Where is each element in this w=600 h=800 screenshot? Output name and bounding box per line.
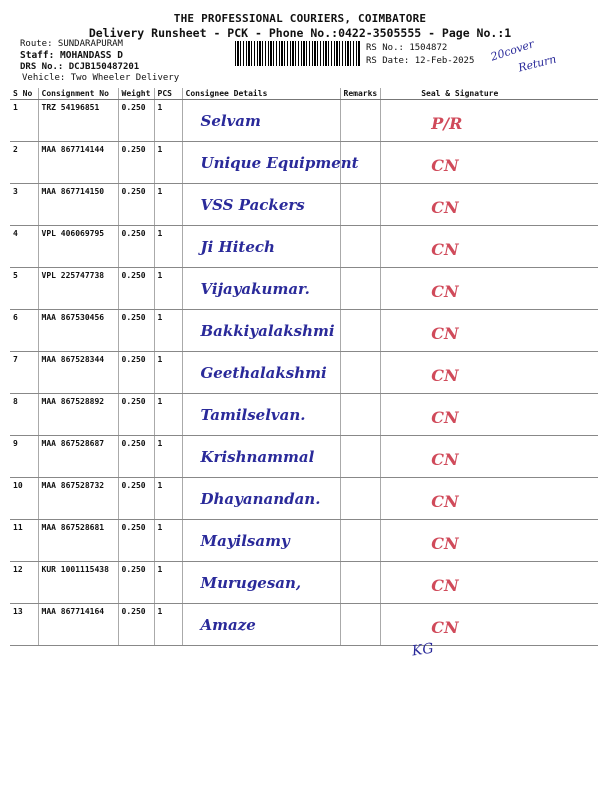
consignee-name: Bakkiyalakshmi	[200, 322, 335, 340]
cell-weight: 0.250	[118, 478, 154, 520]
col-consignment: Consignment No	[38, 88, 118, 100]
consignee-name: Geethalakshmi	[200, 364, 327, 382]
cell-weight: 0.250	[118, 226, 154, 268]
cell-consignee	[182, 268, 340, 310]
table-row	[10, 604, 598, 646]
cell-weight: 0.250	[118, 394, 154, 436]
drs-label: DRS No.: DCJB150487201	[20, 62, 140, 72]
table-row	[10, 310, 598, 352]
delivery-table	[10, 88, 598, 646]
cell-sno: 9	[10, 436, 38, 478]
staff-label: Staff: MOHANDASS D	[20, 50, 123, 61]
table-row	[10, 352, 598, 394]
cell-consignee	[182, 436, 340, 478]
col-remarks: Remarks	[340, 88, 381, 100]
cell-seal-signature	[381, 394, 598, 436]
consignee-name: Dhayanandan.	[200, 490, 321, 508]
cell-pcs: 1	[154, 268, 182, 310]
cell-consignment-no: MAA 867714144	[38, 142, 118, 184]
footer-signature: KG	[410, 640, 435, 660]
table-row	[10, 226, 598, 268]
table-row	[10, 394, 598, 436]
seal-mark: CN	[431, 450, 459, 469]
cell-consignment-no: MAA 867528892	[38, 394, 118, 436]
cell-consignee	[182, 226, 340, 268]
cell-consignee	[182, 184, 340, 226]
cell-consignee	[182, 100, 340, 142]
seal-mark: CN	[431, 240, 459, 259]
cell-seal-signature	[381, 604, 598, 646]
cell-pcs: 1	[154, 184, 182, 226]
cell-sno: 13	[10, 604, 38, 646]
cell-sno: 10	[10, 478, 38, 520]
cell-sno: 4	[10, 226, 38, 268]
company-title: THE PROFESSIONAL COURIERS, COIMBATORE	[173, 12, 427, 25]
vehicle-label: Vehicle: Two Wheeler Delivery	[22, 73, 180, 83]
cell-weight: 0.250	[118, 436, 154, 478]
cell-remarks	[340, 226, 381, 268]
cell-consignment-no: KUR 1001115438	[38, 562, 118, 604]
cell-remarks	[340, 520, 381, 562]
consignee-name: Tamilselvan.	[200, 406, 306, 424]
seal-mark: P/R	[431, 114, 463, 133]
rs-number: RS No.: 1504872	[366, 43, 448, 53]
cell-weight: 0.250	[118, 100, 154, 142]
cell-weight: 0.250	[118, 142, 154, 184]
cell-pcs: 1	[154, 394, 182, 436]
col-consignee: Consignee Details	[182, 88, 340, 100]
table-row	[10, 436, 598, 478]
table-row	[10, 520, 598, 562]
cell-pcs: 1	[154, 142, 182, 184]
cell-seal-signature	[381, 520, 598, 562]
cell-seal-signature	[381, 100, 598, 142]
seal-mark: CN	[431, 534, 459, 553]
cell-pcs: 1	[154, 562, 182, 604]
cell-consignment-no: TRZ 54196851	[38, 100, 118, 142]
consignee-name: Krishnammal	[200, 448, 315, 466]
cell-sno: 11	[10, 520, 38, 562]
table-row	[10, 478, 598, 520]
table-row	[10, 142, 598, 184]
cell-pcs: 1	[154, 352, 182, 394]
cell-sno: 8	[10, 394, 38, 436]
cell-weight: 0.250	[118, 352, 154, 394]
cell-consignment-no: MAA 867530456	[38, 310, 118, 352]
route-label: Route: SUNDARAPURAM	[20, 39, 123, 49]
cell-seal-signature	[381, 436, 598, 478]
col-seal: Seal & Signature	[381, 88, 598, 100]
cell-seal-signature	[381, 268, 598, 310]
cell-remarks	[340, 142, 381, 184]
cell-consignment-no: MAA 867714164	[38, 604, 118, 646]
seal-mark: CN	[431, 492, 459, 511]
table-header-row	[10, 88, 598, 100]
cell-remarks	[340, 268, 381, 310]
cell-weight: 0.250	[118, 310, 154, 352]
handwritten-note-count: 20cover	[489, 37, 536, 64]
cell-weight: 0.250	[118, 184, 154, 226]
cell-seal-signature	[381, 352, 598, 394]
table-row	[10, 184, 598, 226]
cell-seal-signature	[381, 184, 598, 226]
seal-mark: CN	[431, 366, 459, 385]
cell-consignee	[182, 520, 340, 562]
cell-pcs: 1	[154, 478, 182, 520]
barcode	[235, 41, 360, 66]
col-pcs: PCS	[154, 88, 182, 100]
handwritten-note-return: Return	[517, 52, 558, 75]
cell-remarks	[340, 436, 381, 478]
cell-consignment-no: MAA 867528344	[38, 352, 118, 394]
consignee-name: Unique Equipment	[200, 154, 359, 172]
cell-seal-signature	[381, 562, 598, 604]
cell-sno: 5	[10, 268, 38, 310]
cell-sno: 7	[10, 352, 38, 394]
rs-date: RS Date: 12-Feb-2025	[366, 56, 475, 66]
cell-pcs: 1	[154, 226, 182, 268]
cell-remarks	[340, 604, 381, 646]
cell-pcs: 1	[154, 604, 182, 646]
consignee-name: Murugesan,	[200, 574, 302, 592]
cell-consignee	[182, 310, 340, 352]
consignee-name: Mayilsamy	[200, 532, 290, 550]
cell-consignee	[182, 604, 340, 646]
cell-seal-signature	[381, 478, 598, 520]
cell-sno: 2	[10, 142, 38, 184]
consignee-name: Vijayakumar.	[200, 280, 310, 298]
seal-mark: CN	[431, 156, 459, 175]
table-row	[10, 268, 598, 310]
cell-seal-signature	[381, 310, 598, 352]
cell-weight: 0.250	[118, 604, 154, 646]
cell-remarks	[340, 310, 381, 352]
cell-seal-signature	[381, 226, 598, 268]
cell-sno: 3	[10, 184, 38, 226]
cell-weight: 0.250	[118, 520, 154, 562]
cell-remarks	[340, 394, 381, 436]
seal-mark: CN	[431, 576, 459, 595]
consignee-name: VSS Packers	[200, 196, 305, 214]
cell-remarks	[340, 100, 381, 142]
seal-mark: CN	[431, 618, 459, 637]
cell-pcs: 1	[154, 520, 182, 562]
cell-sno: 1	[10, 100, 38, 142]
cell-consignee	[182, 142, 359, 184]
cell-consignee	[182, 394, 340, 436]
cell-pcs: 1	[154, 100, 182, 142]
cell-remarks	[340, 562, 381, 604]
cell-consignment-no: MAA 867528681	[38, 520, 118, 562]
cell-remarks	[340, 478, 381, 520]
cell-remarks	[340, 184, 381, 226]
table-row	[10, 100, 598, 142]
cell-weight: 0.250	[118, 562, 154, 604]
cell-consignee	[182, 478, 340, 520]
consignee-name: Amaze	[200, 616, 256, 634]
cell-seal-signature	[381, 142, 598, 184]
cell-pcs: 1	[154, 436, 182, 478]
seal-mark: CN	[431, 408, 459, 427]
col-sno: S No	[10, 88, 38, 100]
cell-consignment-no: MAA 867528687	[38, 436, 118, 478]
cell-consignment-no: MAA 867714150	[38, 184, 118, 226]
cell-consignment-no: VPL 225747738	[38, 268, 118, 310]
cell-pcs: 1	[154, 310, 182, 352]
cell-consignee	[182, 352, 340, 394]
table-row	[10, 562, 598, 604]
cell-consignment-no: VPL 406069795	[38, 226, 118, 268]
seal-mark: CN	[431, 324, 459, 343]
cell-sno: 6	[10, 310, 38, 352]
col-weight: Weight	[118, 88, 154, 100]
cell-remarks	[340, 352, 381, 394]
cell-consignment-no: MAA 867528732	[38, 478, 118, 520]
cell-sno: 12	[10, 562, 38, 604]
consignee-name: Selvam	[200, 112, 261, 130]
seal-mark: CN	[431, 198, 459, 217]
runsheet-subtitle: Delivery Runsheet - PCK - Phone No.:0422-3505555 - Page No.:1	[88, 26, 512, 40]
consignee-name: Ji Hitech	[200, 238, 275, 256]
cell-weight: 0.250	[118, 268, 154, 310]
cell-consignee	[182, 562, 340, 604]
seal-mark: CN	[431, 282, 459, 301]
